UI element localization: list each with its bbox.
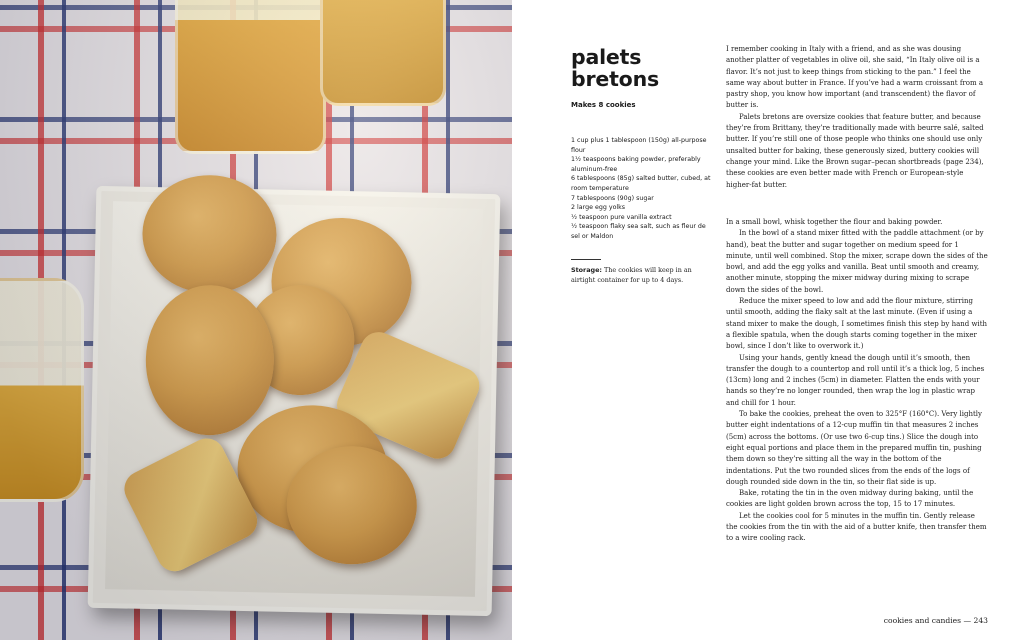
ingredient-item: 2 large egg yolks	[571, 204, 626, 212]
headnote	[726, 44, 988, 191]
page-footer: cookies and candies — 243	[883, 616, 988, 625]
ingredient-item: ½ teaspoon flaky sea salt, such as fleur de sel or Maldon	[571, 223, 706, 240]
ingredient-item: 1½ teaspoons baking powder, preferably aluminum-free	[571, 156, 701, 173]
storage-label: Storage:	[571, 266, 602, 274]
ingredient-item: ½ teaspoon pure vanilla extract	[571, 213, 672, 221]
recipe-title-line-1: palets	[571, 45, 642, 69]
storage-note	[571, 266, 703, 285]
recipe-yield: Makes 8 cookies	[571, 101, 636, 109]
headnote-paragraph: Palets bretons are oversize cookies that feature butter, and because they’re from Brittany, they’re traditionally made with beurre salé, salted butter. If you’re still one of those people who thinks one should use only unsalted butter for baking, these generously sized, buttery cookies will change your mind. Like the Brown sugar–pecan shortbreads (page 234), these cookies are even better made with French or European-style higher-fat butter.	[726, 112, 984, 189]
storage-text: The cookies will keep in an airtight container for up to 4 days.	[571, 266, 692, 284]
ingredient-list	[571, 136, 711, 242]
method-step: To bake the cookies, preheat the oven to 325°F (160°C). Very lightly butter eight indentations of a 12-cup muffin tin that measures 2 inches (5cm) across the bottoms. (Or use two 6-cup tins.) Slice the dough into eight equal portions and place them in the prepared muffin tin, pushing them down so they’re sitting all the way in the bottom of the indentations. Put the two rounded slices from the ends of the logs of dough rounded side down in the tin, so their flat side is up.	[726, 410, 982, 486]
headnote-paragraph: I remember cooking in Italy with a friend, and as she was dousing another platter of vegetables in olive oil, she said, “In Italy olive oil is a flavor. It’s not just to keep things from sticking to the pan.” I feel the same way about butter in France. If you’ve had a warm croissant from a pastry shop, you know how important (and transcendent) the flavor of butter is.	[726, 45, 984, 110]
section-divider	[571, 259, 601, 260]
ingredient-item: 7 tablespoons (90g) sugar	[571, 194, 654, 202]
method-step: Using your hands, gently knead the dough until it’s smooth, then transfer the dough to a countertop and roll until it’s a thick log, 5 inches (13cm) long and 2 inches (5cm) in diameter. Flatten the ends with your hands so they’re no longer rounded, then wrap the log in plastic wrap and chill for 1 hour.	[726, 353, 985, 407]
method-step: In a small bowl, whisk together the flour and baking powder.	[726, 218, 943, 226]
method-step: Let the cookies cool for 5 minutes in the muffin tin. Gently release the cookies from the tin with the aid of a butter knife, then transfer them to a wire cooling rack.	[726, 511, 987, 543]
method-step: Bake, rotating the tin in the oven midway during baking, until the cookies are light golden brown across the top, 15 to 17 minutes.	[726, 489, 974, 509]
recipe-title	[571, 46, 659, 90]
method	[726, 217, 988, 545]
method-step: In the bowl of a stand mixer fitted with the paddle attachment (or by hand), beat the butter and sugar together on medium speed for 1 minute, until well combined. Stop the mixer, scrape down the sides of the bowl, and add the egg yolks and vanilla. Beat until smooth and creamy, another minute, stopping the mixer midway during mixing to scrape down the sides of the bowl.	[726, 229, 988, 294]
ingredient-item: 1 cup plus 1 tablespoon (150g) all-purpose flour	[571, 137, 707, 154]
ingredient-item: 6 tablespoons (85g) salted butter, cubed, at room temperature	[571, 175, 711, 192]
method-step: Reduce the mixer speed to low and add the flour mixture, stirring until smooth, adding the flaky salt at the last minute. (Even if using a stand mixer to make the dough, I sometimes finish this step by hand with a flexible spatula, when the dough starts coming together in the mixer bowl, since I don’t like to overwork it.)	[726, 297, 988, 351]
recipe-title-line-2: bretons	[571, 67, 659, 91]
